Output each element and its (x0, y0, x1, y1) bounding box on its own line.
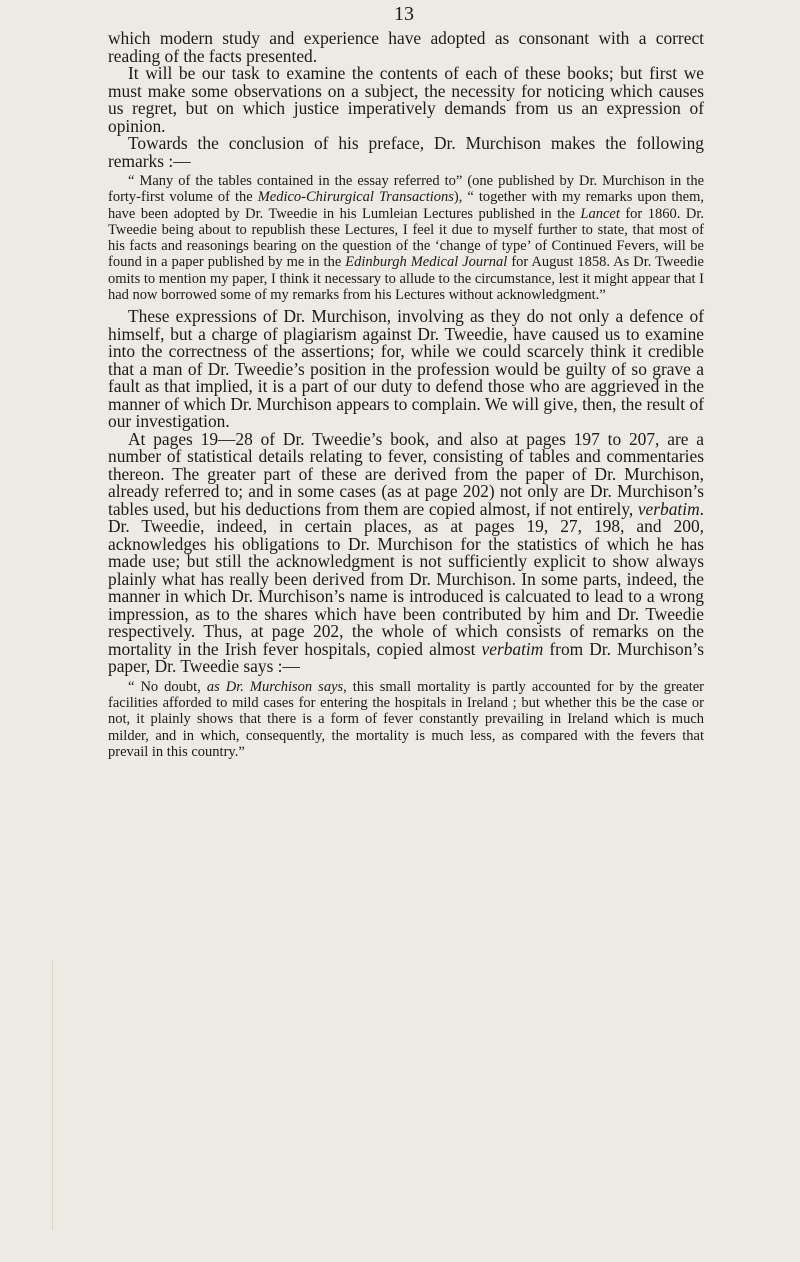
paragraph-preface-intro: Towards the conclusion of his preface, Dr. Murchison makes the following remarks :— (108, 133, 704, 171)
tweedie-quote (108, 679, 704, 760)
verbatim-italic-1: verbatim (637, 498, 700, 519)
quote-text-part-1: “ Many of the tables contained in the essay referred to” (one published by Dr. Murchison in the forty-first volume of the (108, 173, 704, 206)
paragraph-task: It will be our task to examine the contents of each of these books; but first we must make some observations on a subject, the necessity for noticing which causes us regret, but on which justice imperatively demands from us an expression of opinion. (108, 63, 704, 136)
page-edge-shadow (52, 960, 53, 1230)
details-text-part-3: from Dr. Murchison’s paper, Dr. Tweedie says :— (108, 638, 704, 677)
journal-title-medico-chirurgical: Medico-Chirurgical Transactions (257, 189, 454, 206)
details-text-part-1: At pages 19—28 of Dr. Tweedie’s book, and also at pages 197 to 207, are a number of statistical details relating to fever, consisting of tables and commentaries thereon. The greater part of these are derived from the paper of Dr. Murchison, already referred to; and in some cases (as at page 202) not only are Dr. Murchison’s tables used, but his deductions from them are copied almost, if not entirely, (108, 428, 704, 519)
tweedie-quote-part-1: “ No doubt, (128, 678, 207, 695)
paragraph-continuation: which modern study and experience have adopted as consonant with a correct reading of the facts presented. (108, 28, 704, 66)
verbatim-italic-2: verbatim (481, 638, 544, 659)
quote-text-part-4: for August 1858. As Dr. Tweedie omits to mention my paper, I think it necessary to allude to the circumstance, lest it might appear that I had now borrowed some of my remarks from his Lectures without acknowledgment.” (108, 254, 704, 304)
journal-title-edinburgh: Edinburgh Medical Journal (345, 254, 508, 271)
murchison-quote (108, 173, 704, 303)
paragraph-statistical-details (108, 428, 704, 677)
details-text-part-2: . Dr. Tweedie, indeed, in certain places, as at pages 19, 27, 198, and 200, acknowledges his obligations to Dr. Murchison for the statistics of which he has made use; but still the acknowledgment is not sufficiently explicit to show always plainly what has really been derived from Dr. Murchison. In some parts, indeed, the manner in which Dr. Murchison’s name is introduced is calcuated to lead to a wrong impression, as to the shares which have been contributed by him and Dr. Tweedie respectively. Thus, at page 202, the whole of which consists of remarks on the mortality in the Irish fever hospitals, copied almost (108, 498, 704, 659)
page-number: 13 (394, 3, 414, 25)
quote-text-part-2: ), “ together with my remarks upon them, have been adopted by Dr. Tweedie in his Lumleian Lectures published in the (108, 189, 704, 222)
quote-text-part-3: for 1860. Dr. Tweedie being about to republish these Lectures, I feel it due to myself further to state, that most of his facts and reasonings bearing on the question of the ‘change of type’ of Continued Fevers, will be found in a paper published by me in the (108, 205, 704, 271)
journal-title-lancet: Lancet (580, 205, 620, 222)
paragraph-plagiarism-charge: These expressions of Dr. Murchison, involving as they do not only a defence of himself, but a charge of plagiarism against Dr. Tweedie, have caused us to examine into the correctness of the assertions; for, while we could scarcely think it credible that a man of Dr. Tweedie’s position in the profession would be guilty of so grave a fault as that implied, it is a part of our duty to defend those who are aggrieved in the manner of which Dr. Murchison appears to complain. We will give, then, the result of our investigation. (108, 306, 704, 432)
as-murchison-says-italic: as Dr. Murchison says (206, 678, 344, 695)
tweedie-quote-part-2: , this small mortality is partly accounted for by the greater facilities afforded to mild cases for entering the hospitals in Ireland ; but whether this be the case or not, it plainly shows that there is a form of fever constantly prevailing in Ireland which is much milder, and in which, consequently, the mortality is much less, as compared with the fevers that prevail in this country.” (108, 678, 705, 761)
page-body (108, 30, 704, 768)
